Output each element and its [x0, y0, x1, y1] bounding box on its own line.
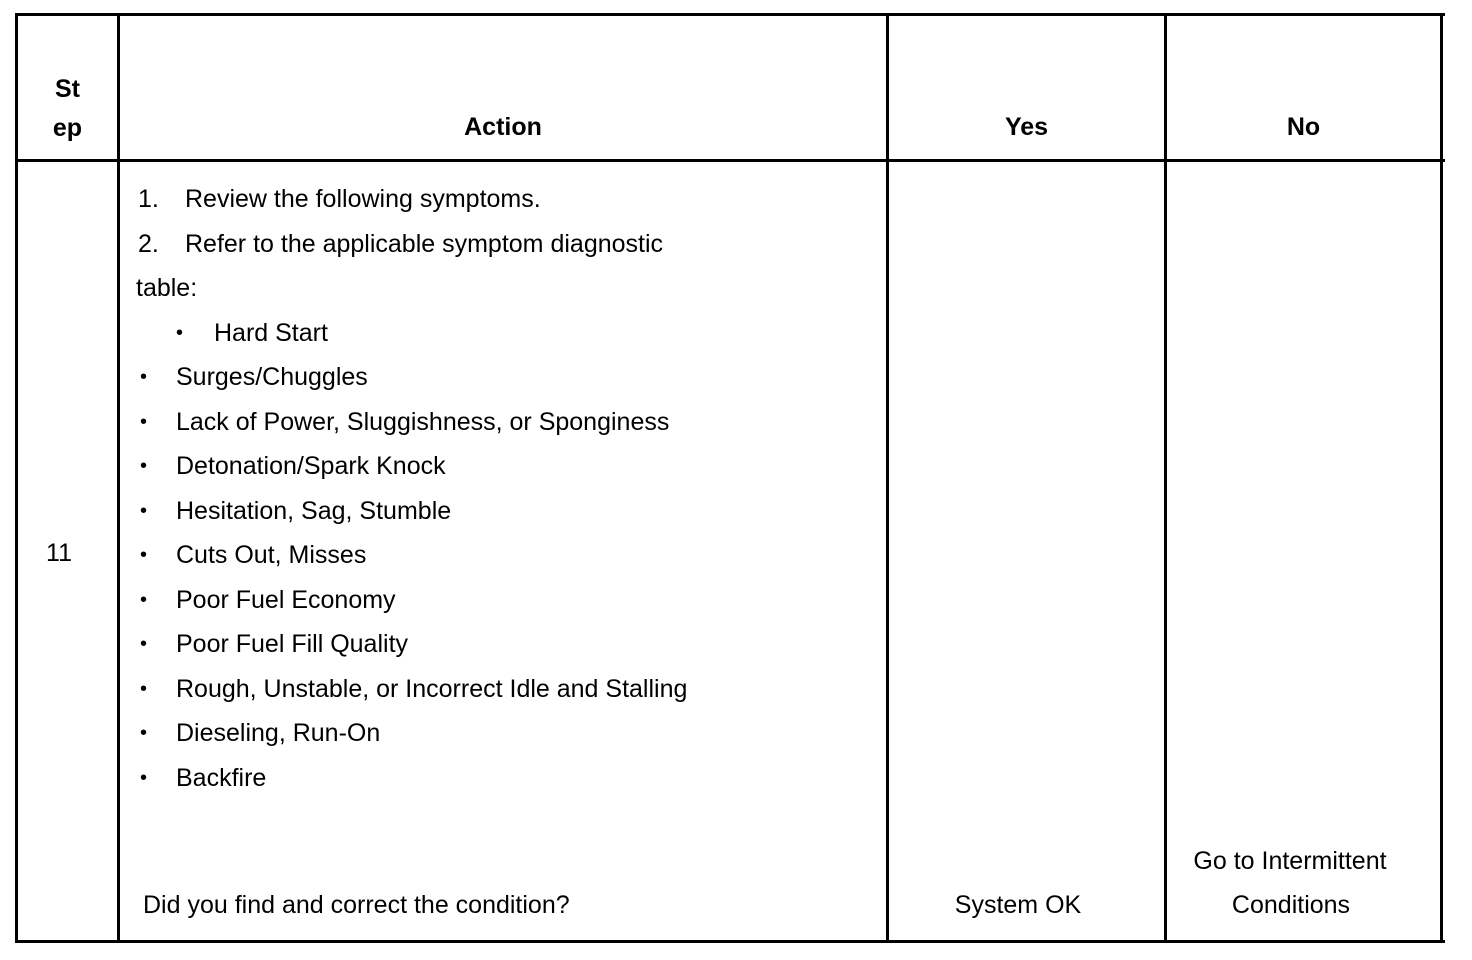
- bullet-icon: •: [140, 678, 148, 700]
- symptom-item: Hard Start: [214, 319, 328, 347]
- bullet-icon: •: [140, 589, 148, 611]
- column-divider-action: [886, 13, 889, 943]
- no-result-line1: Go to Intermittent: [1193, 847, 1387, 875]
- symptom-item: Dieseling, Run-On: [176, 719, 381, 747]
- header-no: No: [1286, 113, 1321, 141]
- symptom-item: Cuts Out, Misses: [176, 541, 367, 569]
- action-item-2: Refer to the applicable symptom diagnostic: [185, 230, 664, 258]
- header-divider: [15, 159, 1445, 162]
- symptom-item: Hesitation, Sag, Stumble: [176, 497, 452, 525]
- symptom-item: Rough, Unstable, or Incorrect Idle and Stalling: [176, 675, 688, 703]
- step-number: 11: [46, 539, 72, 567]
- bullet-icon: •: [176, 322, 184, 344]
- table-border-top: [15, 13, 1445, 16]
- bullet-icon: •: [140, 455, 148, 477]
- column-divider-step: [117, 13, 120, 943]
- header-step-line2: ep: [52, 114, 83, 142]
- table-border-bottom: [15, 940, 1445, 943]
- symptom-item: Poor Fuel Fill Quality: [176, 630, 409, 658]
- bullet-icon: •: [140, 500, 148, 522]
- action-item-2-number: 2.: [138, 230, 159, 258]
- no-result-line2: Conditions: [1231, 891, 1351, 919]
- bullet-icon: •: [140, 722, 148, 744]
- table-border-right: [1440, 13, 1443, 943]
- symptom-item: Detonation/Spark Knock: [176, 452, 446, 480]
- bullet-icon: •: [140, 544, 148, 566]
- action-item-1: Review the following symptoms.: [185, 185, 541, 213]
- action-question: Did you find and correct the condition?: [143, 891, 570, 919]
- bullet-icon: •: [140, 411, 148, 433]
- action-item-2-continued: table:: [136, 274, 198, 302]
- bullet-icon: •: [140, 767, 148, 789]
- symptom-item: Lack of Power, Sluggishness, or Sponginess: [176, 408, 670, 436]
- yes-result: System OK: [954, 891, 1082, 919]
- bullet-icon: •: [140, 366, 148, 388]
- header-yes: Yes: [1004, 113, 1049, 141]
- header-action: Action: [464, 113, 542, 141]
- action-item-1-number: 1.: [138, 185, 159, 213]
- table-border-left: [15, 13, 18, 943]
- column-divider-yes: [1164, 13, 1167, 943]
- bullet-icon: •: [140, 633, 148, 655]
- symptom-item: Poor Fuel Economy: [176, 586, 396, 614]
- symptom-item: Backfire: [176, 764, 267, 792]
- header-step-line1: St: [55, 75, 80, 103]
- symptom-item: Surges/Chuggles: [176, 363, 368, 391]
